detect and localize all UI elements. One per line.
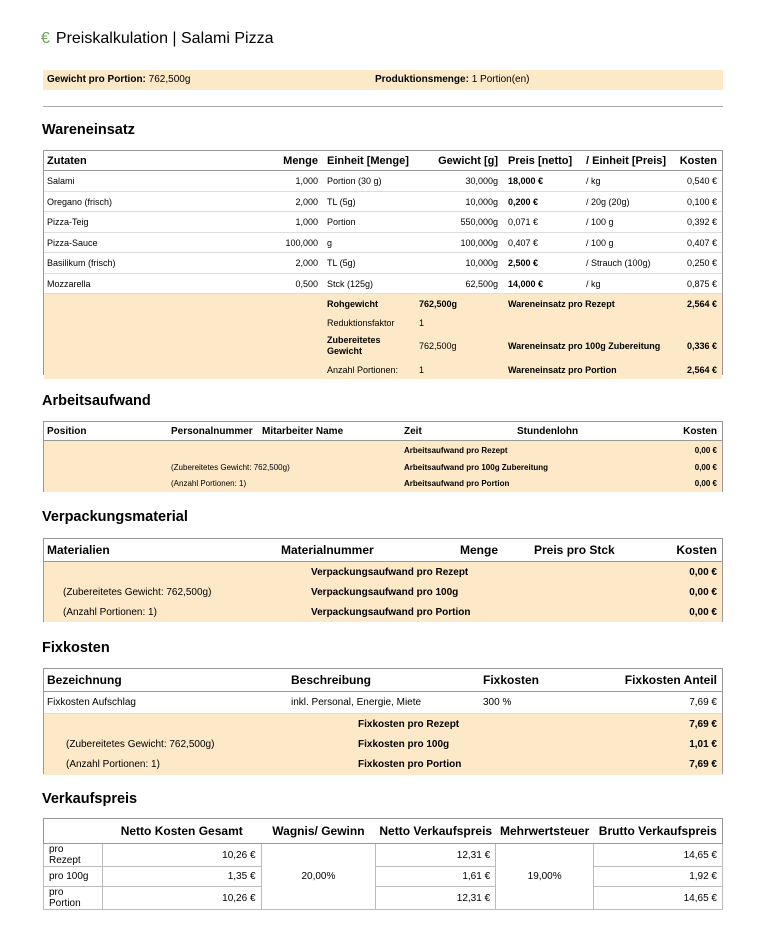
table-cell: 0,200 €	[508, 196, 539, 207]
table-row: Fixkosten Aufschlag inkl. Personal, Energie, Miete 300 % 7,69 €	[44, 692, 722, 714]
table-row	[44, 233, 722, 254]
table-cell: Mozzarella	[47, 278, 91, 289]
table-cell: 100,000g	[460, 237, 498, 248]
table-cell: Salami	[47, 176, 75, 186]
wagnis-gewinn-value: 20,00%	[261, 844, 376, 910]
table-header: Zutaten Menge Einheit [Menge] Gewicht [g] Preis [netto] / Einheit [Preis] Kosten	[44, 151, 722, 171]
table-cell: 100,000	[285, 237, 318, 248]
table-header: Position Personalnummer Mitarbeiter Name Zeit Stundenlohn Kosten	[44, 422, 722, 441]
table-row: pro 100g 1,35 € 1,61 € 1,92 €	[44, 867, 723, 887]
table-cell: Stck (125g)	[327, 278, 374, 289]
verpackung-table	[43, 538, 723, 622]
table-cell: / kg	[586, 176, 601, 186]
table-cell: 0,407 €	[508, 237, 539, 248]
wareneinsatz-summary: Rohgewicht 762,500g Wareneinsatz pro Rezept 2,564 € Reduktionsfaktor 1 Zubereitetes Gewicht 762,500g Wareneinsatz pro 100g Zubereitung 0,336 € Anzahl Portionen: 1 Wareneinsatz pro Portion 2,564 €	[44, 294, 722, 379]
table-cell: 10,000g	[465, 196, 498, 207]
weight-per-portion: Gewicht pro Portion: 762,500g	[47, 74, 191, 85]
table-header: Bezeichnung Beschreibung Fixkosten Fixkosten Anteil	[44, 669, 722, 692]
table-row	[44, 274, 722, 295]
page-title-text: Preiskalkulation | Salami Pizza	[55, 30, 274, 47]
section-title-fixkosten: Fixkosten	[42, 640, 110, 656]
production-quantity: Produktionsmenge: 1 Portion(en)	[375, 74, 530, 85]
table-cell: Portion	[327, 217, 356, 227]
table-header: Materialien Materialnummer Menge Preis pro Stck Kosten	[44, 539, 722, 562]
page-title	[41, 30, 273, 48]
verpackung-summary: Verpackungsaufwand pro Rezept 0,00 € (Zubereitetes Gewicht: 762,500g) Verpackungsaufwand pro 100g 0,00 € (Anzahl Portionen: 1) Verpackungsaufwand pro Portion 0,00 €	[44, 562, 722, 622]
table-cell: 0,540 €	[686, 176, 717, 186]
fixkosten-table	[43, 668, 723, 774]
table-cell: 0,392 €	[686, 217, 717, 227]
table-cell: Portion (30 g)	[327, 176, 382, 186]
table-cell: / 100 g	[586, 237, 614, 248]
fixkosten-summary: Fixkosten pro Rezept 7,69 € (Zubereitetes Gewicht: 762,500g) Fixkosten pro 100g 1,01 € (Anzahl Portionen: 1) Fixkosten pro Portion 7,69 €	[44, 714, 722, 775]
euro-icon: €	[41, 30, 50, 47]
table-cell: 0,100 €	[686, 196, 717, 207]
table-cell: 0,071 €	[508, 217, 539, 227]
table-row	[44, 212, 722, 233]
table-cell: Pizza-Sauce	[47, 237, 98, 248]
table-cell: 18,000 €	[508, 176, 544, 186]
table-row	[44, 171, 722, 192]
table-cell: Basilikum (frisch)	[47, 258, 116, 268]
mwst-value: 19,00%	[496, 844, 594, 910]
section-title-verkaufspreis: Verkaufspreis	[42, 791, 138, 807]
section-title-verpackung: Verpackungsmaterial	[42, 509, 188, 525]
table-cell: TL (5g)	[327, 258, 356, 268]
table-cell: / Strauch (100g)	[586, 258, 651, 268]
table-cell: 0,407 €	[686, 237, 717, 248]
table-cell: 2,000	[295, 258, 318, 268]
table-cell: 14,000 €	[508, 278, 544, 289]
table-cell: 62,500g	[465, 278, 498, 289]
arbeitsaufwand-table	[43, 421, 723, 492]
table-row: pro Rezept 10,26 € 20,00% 12,31 € 19,00% 14,65 €	[44, 844, 723, 867]
table-cell: 10,000g	[465, 258, 498, 268]
section-title-arbeitsaufwand: Arbeitsaufwand	[42, 393, 151, 409]
section-title-wareneinsatz: Wareneinsatz	[42, 122, 135, 138]
table-cell: 30,000g	[465, 176, 498, 186]
table-cell: 0,500	[295, 278, 318, 289]
table-cell: 1,000	[295, 217, 318, 227]
table-cell: 1,000	[295, 176, 318, 186]
table-row	[44, 192, 722, 213]
table-cell: Pizza-Teig	[47, 217, 89, 227]
table-cell: Oregano (frisch)	[47, 196, 113, 207]
table-cell: / 100 g	[586, 217, 614, 227]
table-row	[44, 253, 722, 274]
table-cell: 550,000g	[460, 217, 498, 227]
arbeitsaufwand-summary: Arbeitsaufwand pro Rezept 0,00 € (Zubereitetes Gewicht: 762,500g) Arbeitsaufwand pro 100g Zubereitung 0,00 € (Anzahl Portionen: 1) Arbeitsaufwand pro Portion 0,00 €	[44, 441, 722, 492]
table-cell: g	[327, 237, 333, 248]
table-cell: TL (5g)	[327, 196, 356, 207]
wareneinsatz-table	[43, 150, 723, 375]
table-row: pro Portion 10,26 € 12,31 € 14,65 €	[44, 887, 723, 910]
verkaufspreis-table	[43, 818, 723, 910]
table-header: Netto Kosten Gesamt Wagnis/ Gewinn Netto Verkaufspreis Mehrwertsteuer Brutto Verkaufspreis	[44, 819, 723, 844]
info-bar	[43, 70, 723, 90]
table-cell: 0,250 €	[686, 258, 717, 268]
table-cell: 2,000	[295, 196, 318, 207]
table-cell: / kg	[586, 278, 601, 289]
table-cell: 2,500 €	[508, 258, 539, 268]
divider	[43, 106, 723, 107]
table-cell: / 20g (20g)	[586, 196, 630, 207]
table-cell: 0,875 €	[686, 278, 717, 289]
